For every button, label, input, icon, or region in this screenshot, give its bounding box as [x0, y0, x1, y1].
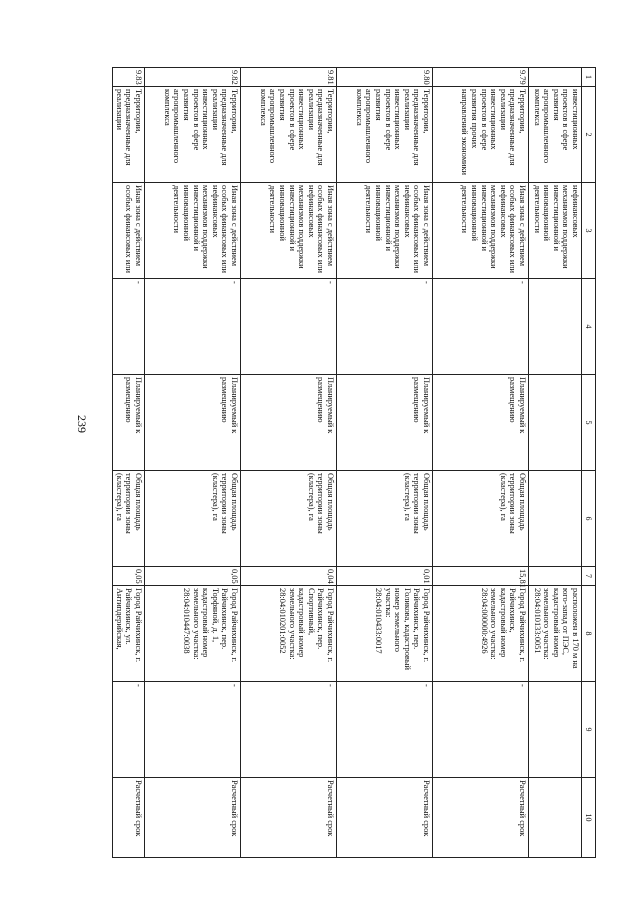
col-2-header: 2 [582, 87, 596, 183]
rotated-table-container [116, 67, 596, 857]
cell-status: Планируемый к размещению [241, 375, 337, 471]
col-7-header: 7 [582, 567, 596, 586]
cell-col9: - [433, 682, 529, 778]
cell-status: Планируемый к размещению [433, 375, 529, 471]
col-10-header: 10 [582, 778, 596, 858]
page-number: 239 [75, 415, 89, 433]
cell-col9: - [145, 682, 241, 778]
cell-term: Расчетный срок [145, 778, 241, 858]
cell-location: Город Райчихинск, г. Райчихинск, ул. Антипдерийская, [113, 586, 145, 682]
cell-value: 0,01 [337, 567, 433, 586]
table-row [433, 68, 529, 858]
cell-characteristic [529, 471, 582, 567]
cell-term [529, 778, 582, 858]
cell-location: Город Райчихинск, г. Райчихинск, пер. Спортивный, кадастровый номер земельного участка: 28:04:010201:0052 [241, 586, 337, 682]
cell-purpose: Территории, предназначенные для реализации инвестиционных проектов в сфере развития прочих направлений экономики [433, 87, 529, 183]
cell-value [529, 567, 582, 586]
cell-status [529, 375, 582, 471]
cell-zone-type: Иная зона с действием особых финансовых или нефинансовых механизмов поддержки инвестиционной и инновационной деятельности [145, 183, 241, 279]
cell-characteristic: Общая площадь территории зоны (кластера), га [145, 471, 241, 567]
cell-status: Планируемый к размещению [145, 375, 241, 471]
cell-characteristic: Общая площадь территории зоны (кластера), га [113, 471, 145, 567]
col-3-header: 3 [582, 183, 596, 279]
cell-term: Расчетный срок [337, 778, 433, 858]
cell-location: Город Райчихинск, г. Райчихинск, пер. Голикова, кадастровый номер земельного участка: 28:04:010433:0017 [337, 586, 433, 682]
table-row [241, 68, 337, 858]
cell-col4 [529, 279, 582, 375]
cell-value: 0,04 [241, 567, 337, 586]
cell-zone-type: Иная зона с действием особых финансовых или нефинансовых механизмов поддержки инвестиционной и инновационной деятельности [337, 183, 433, 279]
cell-term: Расчетный срок [433, 778, 529, 858]
cell-col9: - [337, 682, 433, 778]
cell-value: 15,81 [433, 567, 529, 586]
cell-number: 9.79 [433, 68, 529, 87]
cell-col4: - [145, 279, 241, 375]
cell-col4: - [337, 279, 433, 375]
cell-location: Город Райчихинск, г. Райчихинск, кадастровый номер земельного участка: 28:04:000000:4926 [433, 586, 529, 682]
cell-col4: - [113, 279, 145, 375]
zones-table [112, 67, 596, 858]
cell-number [529, 68, 582, 87]
cell-col9: - [241, 682, 337, 778]
col-1-header: 1 [582, 68, 596, 87]
cell-purpose: инвестиционных проектов в сфере развития агропромышленного комплекса [529, 87, 582, 183]
cell-purpose: Территории, предназначенные для реализации инвестиционных проектов в сфере развития агропромышленного комплекса [337, 87, 433, 183]
col-5-header: 5 [582, 375, 596, 471]
cell-number: 9.80 [337, 68, 433, 87]
cell-col9: - [113, 682, 145, 778]
table-row-continuation [529, 68, 582, 858]
cell-number: 9.83 [113, 68, 145, 87]
col-4-header: 4 [582, 279, 596, 375]
cell-zone-type: Иная зона с действием особых финансовых или нефинансовых механизмов поддержки инвестиционной и инновационной деятельности [241, 183, 337, 279]
table-row-partial [113, 68, 145, 858]
cell-status: Планируемый к размещению [113, 375, 145, 471]
col-9-header: 9 [582, 682, 596, 778]
cell-number: 9.81 [241, 68, 337, 87]
cell-purpose: Территории, предназначенные для реализации инвестиционных проектов в сфере развития агропромышленного комплекса [241, 87, 337, 183]
cell-term: Расчетный срок [241, 778, 337, 858]
cell-number: 9.82 [145, 68, 241, 87]
cell-status: Планируемый к размещению [337, 375, 433, 471]
cell-value: 0,05 [145, 567, 241, 586]
column-number-row [582, 68, 596, 858]
table-row [145, 68, 241, 858]
cell-term: Расчетный срок [113, 778, 145, 858]
cell-col4: - [433, 279, 529, 375]
cell-characteristic: Общая площадь территории зоны (кластера), га [433, 471, 529, 567]
cell-value: 0,05 [113, 567, 145, 586]
cell-purpose: Территории, предназначенные для реализации [113, 87, 145, 183]
cell-zone-type: Иная зона с действием особых финансовых или нефинансовых механизмов поддержки инвестиционной и инновационной деятельности [433, 183, 529, 279]
cell-characteristic: Общая площадь территории зоны (кластера), га [241, 471, 337, 567]
cell-location: Город Райчихинск, г. Райчихинск, пер. Торфяной, д. 1, кадастровый номер земельного участка: 28:04:010447:0038 [145, 586, 241, 682]
cell-col4: - [241, 279, 337, 375]
page-content [116, 67, 596, 857]
cell-zone-type: нефинансовых механизмов поддержки инвестиционной и инновационной деятельности [529, 183, 582, 279]
cell-col9 [529, 682, 582, 778]
table-row [337, 68, 433, 858]
col-8-header: 8 [582, 586, 596, 682]
cell-zone-type: Иная зона с действием особых финансовых или [113, 183, 145, 279]
col-6-header: 6 [582, 471, 596, 567]
cell-characteristic: Общая площадь территории зоны (кластера), га [337, 471, 433, 567]
cell-purpose: Территории, предназначенные для реализации инвестиционных проектов в сфере развития агропромышленного комплекса [145, 87, 241, 183]
cell-location: расположен в 170 м на юго-запад от ПЭС, кадастровый номер земельного участка: 28:04:010133:0051 [529, 586, 582, 682]
